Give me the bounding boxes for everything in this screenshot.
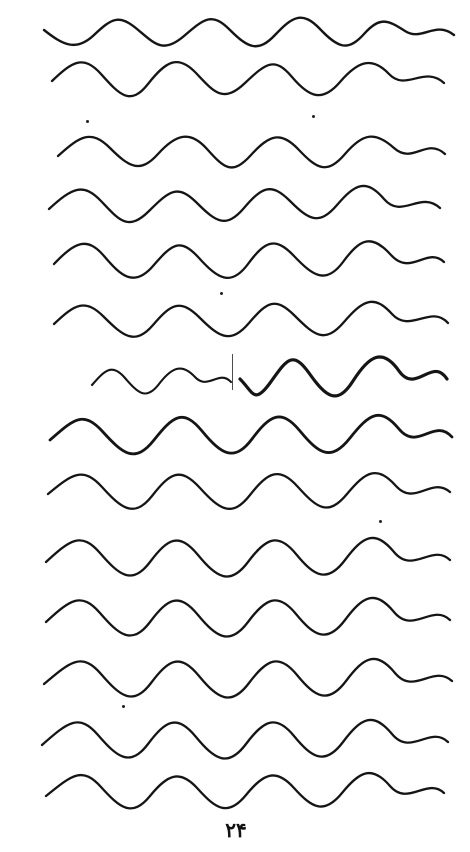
- chapter-heading-rule: [232, 354, 233, 390]
- ink-mark: [312, 115, 315, 118]
- ink-mark: [379, 520, 382, 523]
- ink-mark: [86, 120, 89, 123]
- ink-mark: [220, 292, 223, 295]
- handwritten-line-2: [52, 62, 444, 96]
- handwritten-line-6: [54, 302, 448, 337]
- handwritten-line-9: [48, 473, 450, 509]
- page-number: ۲۴: [225, 818, 247, 842]
- handwritten-heading-left: [92, 369, 231, 394]
- handwritten-line-14: [46, 773, 444, 808]
- handwritten-line-5: [54, 241, 444, 278]
- handwritten-line-4: [49, 186, 440, 222]
- ink-mark: [122, 705, 125, 708]
- handwritten-line-11: [46, 598, 450, 637]
- handwritten-line-10: [46, 538, 450, 577]
- handwritten-line-12: [44, 659, 452, 698]
- handwritten-line-8: [50, 415, 452, 454]
- handwritten-line-13: [42, 720, 448, 759]
- handwritten-line-3: [58, 137, 445, 168]
- handwritten-chapter-heading: [240, 357, 447, 396]
- handwritten-line-1: [44, 18, 454, 47]
